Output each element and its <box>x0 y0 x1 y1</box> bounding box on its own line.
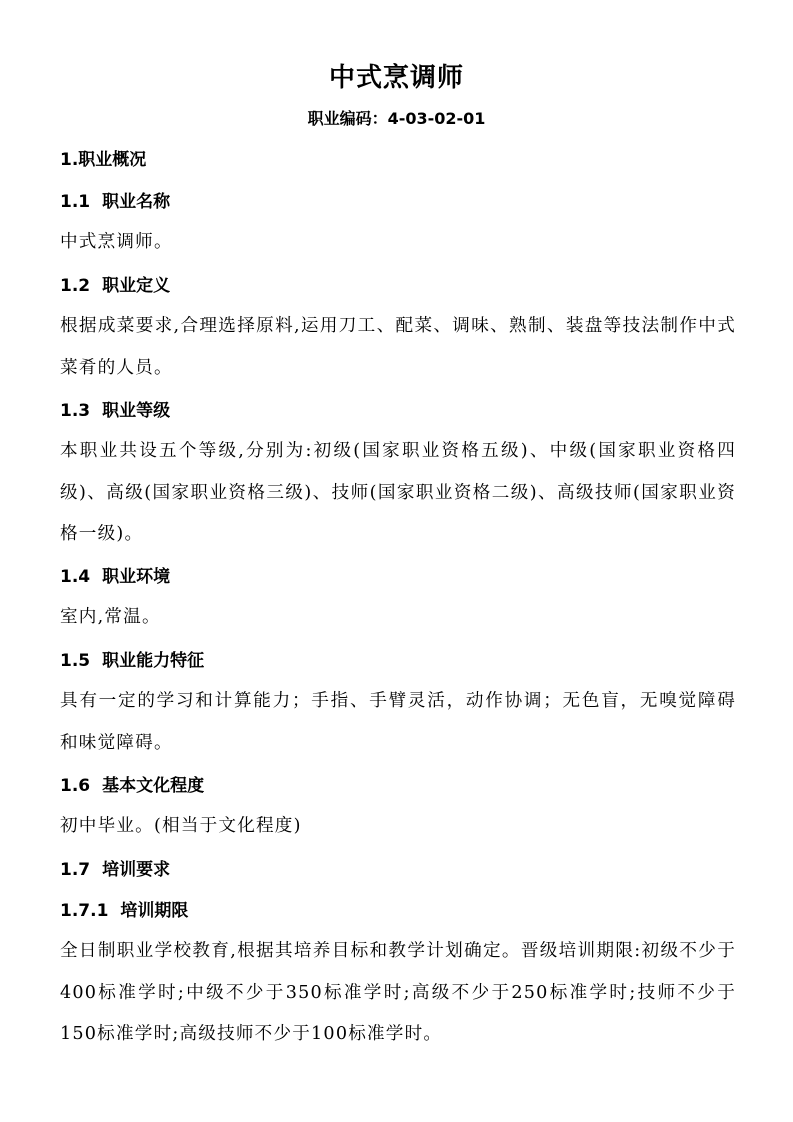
section-heading-1: 1.职业概况 <box>60 150 147 170</box>
section-label: 培训要求 <box>102 860 171 880</box>
section-heading-1-2 <box>60 273 170 299</box>
section-label: 培训期限 <box>120 901 189 921</box>
section-number: 1.2 <box>60 276 91 296</box>
section-label: 职业等级 <box>102 401 171 421</box>
section-number: 1.4 <box>60 567 91 587</box>
occupation-code: 职业编码：4-03-02-01 <box>307 109 486 128</box>
section-label: 职业能力特征 <box>102 651 205 671</box>
section-label: 基本文化程度 <box>102 776 205 796</box>
section-number: 1.1 <box>60 192 91 212</box>
section-number: 1.7 <box>60 860 91 880</box>
section-heading-1-5 <box>60 648 204 674</box>
section-number: 1.7.1 <box>60 901 109 921</box>
section-heading-1-4 <box>60 564 170 590</box>
paragraph-work-environment: 室内,常温。 <box>60 607 161 627</box>
section-number: 1.3 <box>60 401 91 421</box>
section-heading-1-1 <box>60 189 170 215</box>
section-heading-1-3 <box>60 398 170 424</box>
paragraph-occupation-levels: 本职业共设五个等级,分别为:初级(国家职业资格五级)、中级(国家职业资格四级)、高级(国家职业资格三级)、技师(国家职业资格二级)、高级技师(国家职业资格一级)。 <box>60 441 736 544</box>
document-title: 中式烹调师 <box>328 63 464 93</box>
paragraph-ability-features: 具有一定的学习和计算能力；手指、手臂灵活，动作协调；无色盲，无嗅觉障碍和味觉障碍。 <box>60 691 736 753</box>
section-label: 职业环境 <box>102 567 171 587</box>
section-heading-1-7 <box>60 857 170 883</box>
section-label: 职业名称 <box>102 192 171 212</box>
section-number: 1.6 <box>60 776 91 796</box>
section-number: 1.5 <box>60 651 91 671</box>
paragraph-training-period: 全日制职业学校教育,根据其培养目标和教学计划确定。晋级培训期限:初级不少于400标准学时;中级不少于350标准学时;高级不少于250标准学时;技师不少于150标准学时;高级技师不少于100标准学时。 <box>60 941 736 1044</box>
paragraph-occupation-definition: 根据成菜要求,合理选择原料,运用刀工、配菜、调味、熟制、装盘等技法制作中式菜肴的人员。 <box>60 316 736 378</box>
paragraph-education-level: 初中毕业。(相当于文化程度) <box>60 816 302 836</box>
section-heading-1-6 <box>60 773 204 799</box>
section-label: 职业定义 <box>102 276 171 296</box>
paragraph-occupation-name: 中式烹调师。 <box>60 232 173 252</box>
section-heading-1-7-1 <box>60 898 188 924</box>
